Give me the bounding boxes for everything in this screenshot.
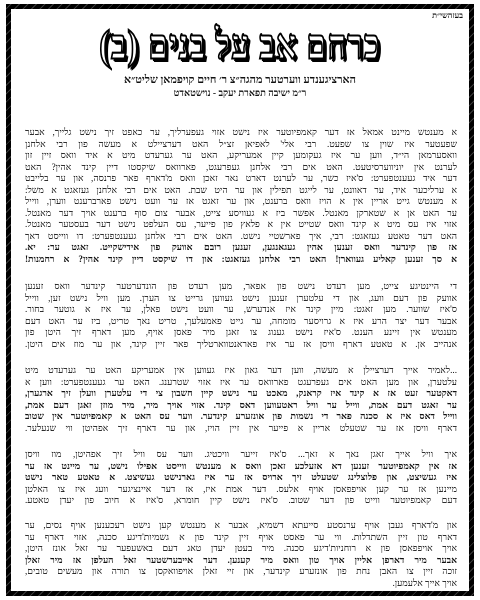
page-subtitle-secondary: ר״מ ישיבה תפארת יעקב - נוישטאדט — [173, 89, 307, 99]
text-line: דער איד געענטפערט: ס'איז כשר, ער לערנט דארט נאר זאכן וואס מ'דארף פאר פרנסה, און ער בלייבט — [25, 173, 457, 183]
page-subtitle: הארציגענדע ווערטער מהגה״צ ר׳ חיים קויפמאן שליט״א — [124, 74, 356, 86]
text-line: אויך אויפפאסן פון א רוחניות'דיגע סכנה. מיר בעטן יעדן טאג דעם באשעפער ער זאל אונז היטן, — [25, 543, 457, 553]
text-line: אבער דער יצר הרע איז א גרויסער מומחה, ער גייט פאמעלעך, טריט נאך טריט, ביז ער האט דעם — [25, 315, 457, 326]
text-line-bold: אז פון קינדער וואס זענען אהין געגאנגען, זענען רובם אוועק פון אידישקייט. זאגט ער: יא. — [25, 242, 457, 252]
text-line-bold: אז אין קאמפיוטער זענען דא אזעלכע זאכן וואס א מענטש ווייסט אפילו נישט, ער מיינט אז ער — [25, 460, 457, 471]
paragraph-1 — [25, 127, 457, 265]
text-line: א מענטש גייט אריין אין א הויז וואס ברענט, און ער זאגט אז ער וועט נישט פארברענט ווערן, ווייל — [25, 196, 457, 206]
text-line: מענטש אין זיינע הענט. ס'איז נישט גענוג צו זאגן מיר פאסן אויף, מען דארף זיך היטן פון — [25, 327, 457, 337]
text-line: ...לאמיר אייך דערציילן א מעשה, ווען דער גאון איז געווען אין אמעריקע האט ער גערעדט מיט — [25, 365, 457, 375]
paragraph-4 — [25, 449, 457, 507]
text-line: דארף וויסן אז ער שטעלט אריין א פייער אין זיין הויז, און ער דארף זיך אפהיטן ווי שנעלער. — [25, 422, 457, 433]
text-line-bold: דאקטער זעט אז א קינד איז קראנק, מאכט ער נישט קיין חשבון צי די עלטערן וועלן זיך ארגערן, — [25, 388, 457, 398]
text-line: די היינטיגע צייט, מען רעדט נישט פון אפאר, מען רעדט פון הונדערטער קינדער וואס זענען — [25, 281, 457, 291]
text-line-bold: ווייל דאס איז א סכנה פאר די נשמות פון אונזערע קינדער. ווער עס האט א קאמפיוטער אין שטוב — [25, 411, 457, 421]
text-line: ס'איז שווער. מען זאגט: מיין קינד איז אנדערש, ער וועט נישט פאלן, ער איז א גוטער בחור. — [25, 304, 457, 314]
text-line: דעם קאמפיוטער ווייט פון דער שטוב. ס'איז נישט קיין חומרא, ס'איז א חיוב פון יעדן טאטע. — [25, 495, 457, 505]
text-line: אנהייב אן. א טאטע דארף וויסן אז ער איז פאראנטווארטליך פאר זיין קינד, און ער מוז אים היטן. — [25, 338, 457, 349]
text-line: זוכה זיין צו האבן נחת פון אונזערע קינדער, און זיי זאלן אויפוואקסן צו תורה און מעשים טובים, — [25, 566, 457, 576]
header-blessing: בעזהשי״ת — [432, 11, 463, 20]
text-line: שפעטער איז שוין צו שפעט. רבי אלי' לאפיאן זצ״ל האט דערציילט א מעשה פון רבי אלחנן — [25, 138, 457, 149]
paragraph-5 — [25, 520, 457, 589]
text-line: ער האט אן א שטארקן מאנטל. אפשר ביז א געוויסע צייט, אבער צום סוף ברענט אויך דער מאנטל. — [25, 207, 457, 218]
text-line-bold: אבער מיר דארפן אליין אויך טון וואס מיר קענען. דער אייבערשטער זאל העלפן אז מיר זאלן — [25, 554, 457, 565]
text-line: וואסערמאן הי״ד, ווען ער איז געקומען קיין אמעריקע, האט ער גערעדט מיט א איד וואס זיין זון — [25, 150, 457, 160]
text-line: אוועק פון דעם וועג, און די עלטערן זענען נישט געווען גרייט צו הערן. מען וויל נישט זען, ווייל — [25, 292, 457, 303]
text-line: א מענטש מיינט אמאל אז דער קאמפיוטער איז נישט אזוי געפערליך, ער כאפט זיך נישט גלייך, אבער — [25, 127, 457, 137]
text-line: האט דער טאטע געזאגט: רבי, איך פארשטיי נישט. האט אים רבי אלחנן געענטפערט: דו ווייסט דאך — [25, 230, 457, 241]
paragraph-2 — [25, 281, 457, 350]
text-line: און מ'דארף געבן אויף ערנסטע סייעתא דשמיא, אבער א מענטש קען נישט רעכענען אויף נסים, ער — [25, 520, 457, 530]
text-line: מיינען אז ער קען אויפפאסן אויף אלעס. דער אמת איז, אז דער איינציגער וועג איז צו האלטן — [25, 483, 457, 494]
text-line: א ערליכער איד, ער דאוונט, ער לייגט תפילין און ער היט שבת. האט אים רבי אלחנן געזאגט א משל: — [25, 184, 457, 195]
page-title: כרחם אב על בנים (ב) — [99, 20, 381, 68]
text-line-bold: איז געשיצט, און פלוצלינג שטעלט זיך ארויס אז ער איז גארנישט געשיצט. א טאטע טאר נישט — [25, 472, 457, 482]
text-line: עלטערן, און מען האט אים געפרעגט פארוואס ער איז אזוי שטרענג. האט ער געענטפערט: ווען א — [25, 376, 457, 387]
text-line-last: אויך אייך אלעמען. — [392, 577, 457, 588]
paragraph-3 — [25, 365, 457, 434]
text-line: לערנט אין יוניווערסיטעט. האט אים רבי אלחנן געפרעגט, פארוואס שיקסטו דיין קינד אהין? האט — [25, 161, 457, 172]
text-line-bold: ער זאגט דעם אמת, ווייל ער וויל ראטעווען דאס קינד. אזוי אויך מיר, מיר מוזן זאגן דעם אמת, — [25, 399, 457, 410]
text-line-bold: א סך זענען קאליע געווארן! האט רבי אלחנן געזאגט: און דו שיקסט דיין קינד אהין? א רחמנות! — [25, 253, 457, 264]
text-line: דארף טון זיין השתדלות. ווי ער פאסט אויף זיין קינד פון א גשמיות'דיגע סכנה, אזוי דארף ער — [25, 531, 457, 542]
text-line: איך וויל אייך זאגן נאך א זאך... ס'איז זייער וויכטיג. ווער עס וויל זיך אפהיטן, מוז וויסן — [25, 449, 457, 459]
text-line: אזוי איז עס מיט א קינד וואס שטייט אין א פלאץ פון פייער, עס העלפט נישט דער בעסטער מאנטל. — [25, 219, 457, 229]
